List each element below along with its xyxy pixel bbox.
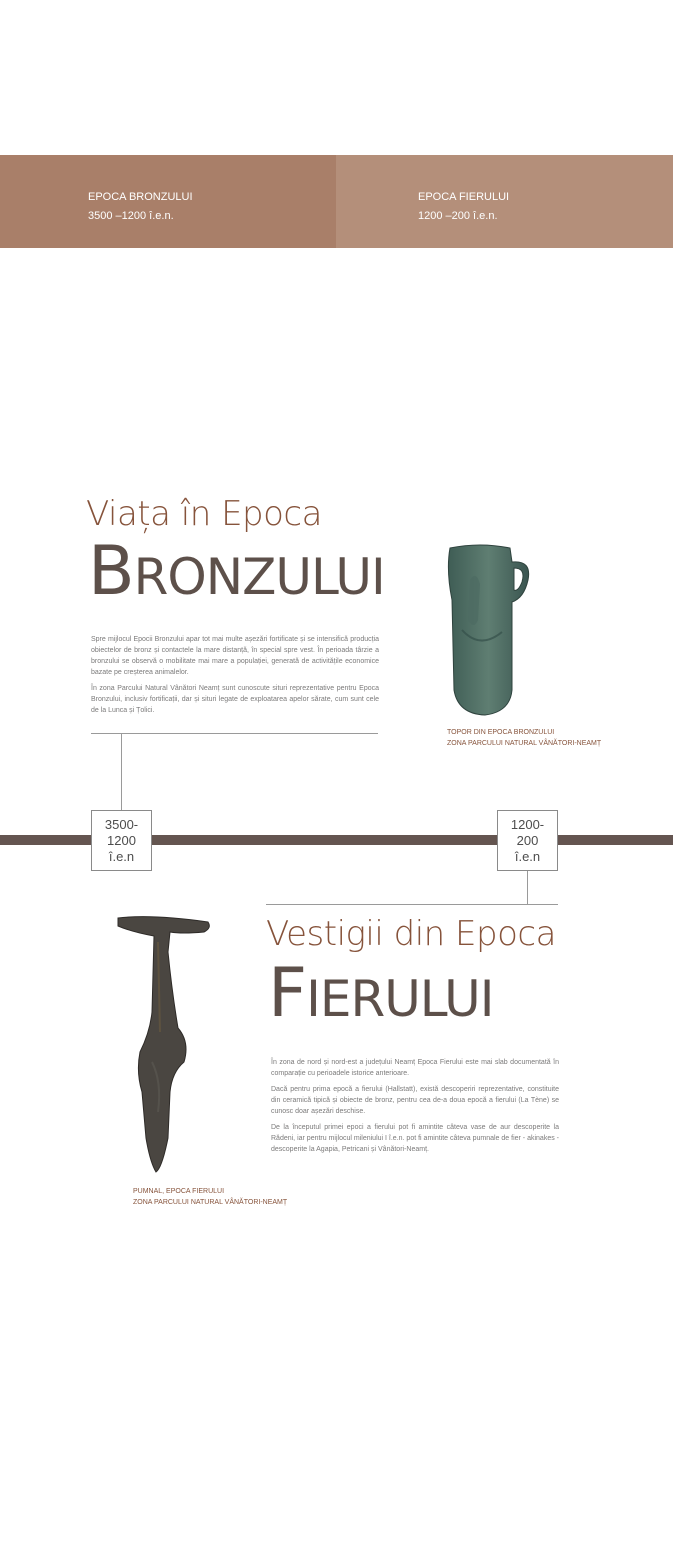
iron-title-light: Vestigii din Epoca bbox=[266, 914, 556, 954]
iron-divider-line bbox=[266, 904, 558, 905]
bronze-connector-line bbox=[121, 733, 122, 811]
timeline-iron-suffix: î.e.n bbox=[514, 849, 541, 864]
timeline-bronze-end: 1200 bbox=[107, 833, 136, 848]
era-band-iron bbox=[336, 155, 673, 248]
iron-title-cap: F bbox=[268, 954, 307, 1033]
bronze-title-rest: RONZULUI bbox=[133, 548, 385, 606]
timeline-iron-start: 1200- bbox=[510, 817, 545, 832]
iron-caption-line2: ZONA PARCULUI NATURAL VÂNĂTORI-NEAMȚ bbox=[133, 1199, 288, 1206]
timeline-box-iron bbox=[497, 810, 558, 871]
bronze-paragraph-1: Spre mijlocul Epocii Bronzului apar tot mai multe așezări fortificate și se intensifică producția obiectelor de bronz și contactele la mare distanță, în special spre vest. În perioada târzie a bronzului se observă o mobilitate mai mare a populației, generată de activitățile economice bazate pe creșterea animalelor. bbox=[91, 636, 379, 676]
bronze-divider-line bbox=[91, 733, 378, 734]
bronze-axe-image bbox=[440, 540, 540, 720]
bronze-title-cap: B bbox=[88, 532, 134, 611]
iron-paragraph-1: În zona de nord și nord-est a județului Neamț Epoca Fierului este mai slab documentată în comparație cu perioadele istorice anterioare. bbox=[271, 1059, 559, 1077]
bronze-title-light: Viața în Epoca bbox=[86, 494, 322, 534]
iron-text bbox=[271, 1057, 559, 1160]
bronze-caption-line2: ZONA PARCULUI NATURAL VÂNĂTORI-NEAMȚ bbox=[447, 740, 602, 747]
bronze-title-big bbox=[88, 532, 385, 611]
bronze-paragraph-2: În zona Parcului Natural Vânători Neamț sunt cunoscute situri reprezentative pentru Epoca Bronzului, inclusiv fortificații, dar și situri legate de exploatarea apelor sărate, cum sunt cele de la Lunca și Țolici. bbox=[91, 685, 379, 714]
era-iron-name: EPOCA FIERULUI bbox=[418, 191, 510, 203]
bronze-text bbox=[91, 634, 379, 721]
bronze-caption bbox=[447, 727, 601, 749]
iron-title-rest: IERULUI bbox=[306, 970, 494, 1028]
iron-caption bbox=[133, 1186, 287, 1208]
iron-title-big bbox=[268, 954, 494, 1033]
iron-paragraph-2: Dacă pentru prima epocă a fierului (Hallstatt), există descoperiri reprezentative, constituite din ceramică tipică și obiecte de bronz, pentru cea de-a doua epocă a fierului (La Tène) se cunosc doar așezări deschise. bbox=[271, 1086, 559, 1115]
era-band-bronze bbox=[0, 155, 337, 248]
timeline-box-bronze bbox=[91, 810, 152, 871]
era-iron-range: 1200 –200 î.e.n. bbox=[418, 210, 498, 222]
iron-connector-line bbox=[527, 871, 528, 905]
timeline-iron-end: 200 bbox=[516, 833, 539, 848]
iron-caption-line1: PUMNAL, EPOCA FIERULUI bbox=[133, 1188, 225, 1195]
iron-paragraph-3: De la începutul primei epoci a fierului pot fi amintite câteva vase de aur descoperite la Rădeni, iar pentru mijlocul mileniului I î.e.n. pot fi amintite câteva pumnale de fier - akinakes - descoperite la Agapia, Petricani și Vânători-Neamț. bbox=[271, 1124, 559, 1153]
bronze-caption-line1: TOPOR DIN EPOCA BRONZULUI bbox=[447, 729, 555, 736]
era-bronze-name: EPOCA BRONZULUI bbox=[88, 191, 193, 203]
timeline-bronze-suffix: î.e.n bbox=[108, 849, 135, 864]
era-bronze-range: 3500 –1200 î.e.n. bbox=[88, 210, 174, 222]
iron-dagger-image bbox=[112, 912, 216, 1174]
timeline-bronze-start: 3500- bbox=[104, 817, 139, 832]
